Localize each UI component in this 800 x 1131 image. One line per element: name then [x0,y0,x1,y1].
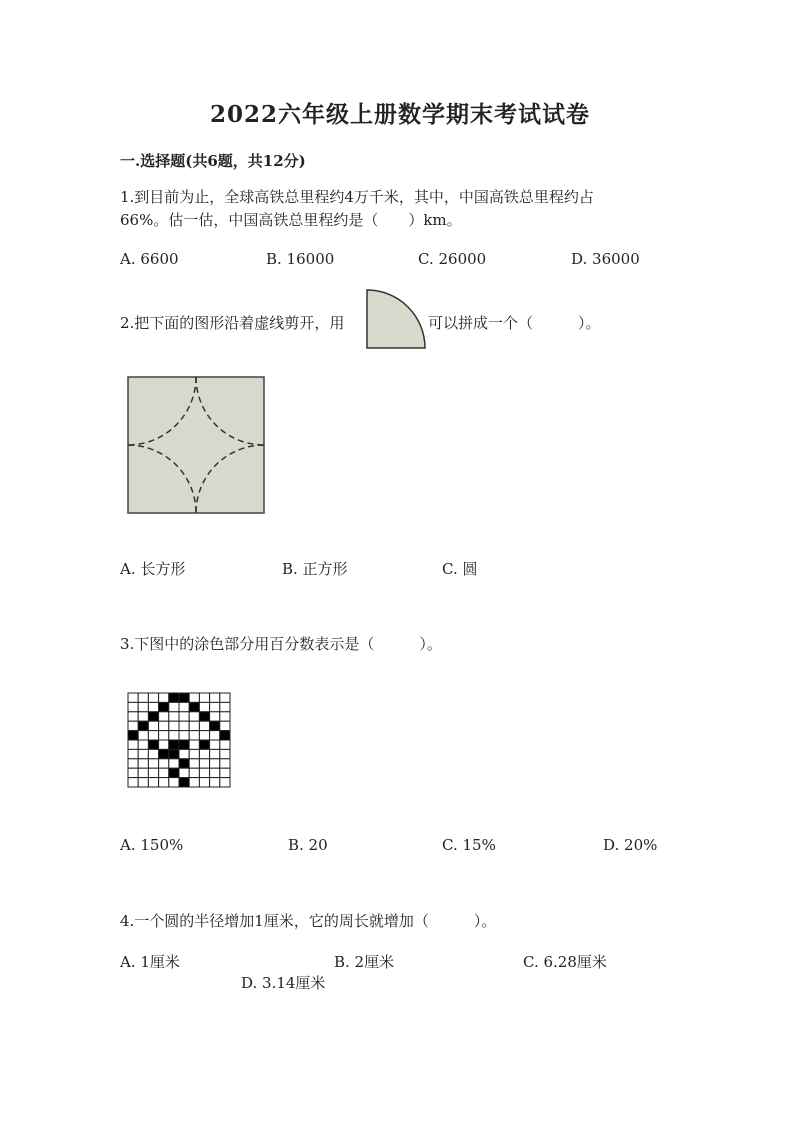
grid-cell [138,768,148,777]
grid-cell-shaded [138,721,148,730]
grid-cell [220,740,230,749]
grid-cell [189,768,199,777]
grid-cell-shaded [189,702,199,711]
grid-cell [138,702,148,711]
grid-cell [189,749,199,758]
grid-cell [189,778,199,787]
grid-cell-shaded [199,740,209,749]
question-2-option-a[interactable]: A. 长方形 [120,560,186,578]
grid-cell [189,731,199,740]
grid-cell [148,731,158,740]
grid-cell [199,721,209,730]
grid-cell [220,768,230,777]
grid-cell [189,693,199,702]
grid-cell [199,731,209,740]
grid-cell [199,759,209,768]
question-1-option-c[interactable]: C. 26000 [418,250,487,268]
grid-cell [159,759,169,768]
shaded-grid-figure [127,692,231,788]
grid-cell [189,712,199,721]
grid-cell [138,740,148,749]
grid-cell-shaded [159,749,169,758]
question-4-text: 4.一个圆的半径增加1厘米，它的周长就增加（ ）。 [120,912,497,930]
grid-cell [199,693,209,702]
question-2-option-c[interactable]: C. 圆 [442,560,478,578]
grid-cell [199,702,209,711]
grid-cell [128,778,138,787]
grid-cell [179,702,189,711]
grid-cell [128,702,138,711]
grid-cell-shaded [148,712,158,721]
grid-cell [159,693,169,702]
grid-cell [179,768,189,777]
grid-cell [220,778,230,787]
grid-cell-shaded [179,778,189,787]
grid-cell [210,768,220,777]
grid-cell [220,721,230,730]
grid-cell [169,721,179,730]
grid-cell-shaded [199,712,209,721]
question-4-option-a[interactable]: A. 1厘米 [120,953,180,971]
question-4-option-d[interactable]: D. 3.14厘米 [241,974,326,992]
quarter-circle-figure [364,288,428,352]
grid-cell [128,740,138,749]
question-3-text: 3.下图中的涂色部分用百分数表示是（ ）。 [120,635,442,653]
grid-cell [179,749,189,758]
grid-cell [138,693,148,702]
grid-cell [189,721,199,730]
grid-cell [220,712,230,721]
grid-cell [138,712,148,721]
grid-cell [128,768,138,777]
grid-cell [148,702,158,711]
question-1-line-2: 66%。估一估，中国高铁总里程约是（ ）km。 [120,211,462,229]
question-4-option-c[interactable]: C. 6.28厘米 [523,953,607,971]
grid-cell [169,778,179,787]
grid-cell [148,749,158,758]
grid-cell [159,740,169,749]
grid-cell [169,712,179,721]
grid-cell-shaded [148,740,158,749]
grid-cell [210,731,220,740]
question-2-text-before: 2.把下面的图形沿着虚线剪开，用 [120,314,345,332]
grid-cell [210,693,220,702]
grid-cell [189,759,199,768]
grid-cell [199,778,209,787]
grid-cell [199,768,209,777]
grid-cell-shaded [128,731,138,740]
grid-cell [138,778,148,787]
grid-cell [210,712,220,721]
grid-cell [148,778,158,787]
grid-cell [148,693,158,702]
grid-cell [128,749,138,758]
grid-cell [220,702,230,711]
grid-cell [220,749,230,758]
grid-cell-shaded [179,759,189,768]
grid-cell [148,759,158,768]
question-3-option-a[interactable]: A. 150% [120,836,184,854]
grid-cell [210,778,220,787]
grid-cell [199,749,209,758]
grid-cell-shaded [169,693,179,702]
grid-cell-shaded [179,693,189,702]
grid-cell [148,721,158,730]
grid-cell-shaded [210,721,220,730]
question-4-option-b[interactable]: B. 2厘米 [334,953,395,971]
grid-cell-shaded [169,749,179,758]
question-3-option-d[interactable]: D. 20% [603,836,658,854]
grid-cell [189,740,199,749]
grid-cell [159,731,169,740]
grid-cell [138,731,148,740]
grid-cell [179,712,189,721]
grid-cell [210,702,220,711]
grid-cell [169,702,179,711]
grid-cell [138,759,148,768]
grid-cell [169,759,179,768]
grid-cell [220,759,230,768]
grid-cell-shaded [169,740,179,749]
question-1-line-1: 1.到目前为止，全球高铁总里程约4万千米，其中，中国高铁总里程约占 [120,188,594,206]
grid-cell-shaded [169,768,179,777]
grid-cell [210,749,220,758]
grid-cell [159,768,169,777]
grid-cell-shaded [159,702,169,711]
grid-cell [159,721,169,730]
grid-cell-shaded [220,731,230,740]
grid-cell [210,759,220,768]
grid-cell [179,731,189,740]
grid-cell [148,768,158,777]
grid-cell [159,712,169,721]
grid-cell [169,731,179,740]
grid-cell [220,693,230,702]
page-title: 2022六年级上册数学期末考试试卷 [209,101,590,128]
question-3-option-c[interactable]: C. 15% [442,836,496,854]
question-1-option-a[interactable]: A. 6600 [120,250,179,268]
question-1-option-b[interactable]: B. 16000 [266,250,335,268]
square-dashed-cut-figure [127,376,267,515]
section-heading: 一.选择题(共6题，共12分) [120,152,306,170]
grid-cell [128,693,138,702]
grid-cell [210,740,220,749]
question-3-option-b[interactable]: B. 20 [288,836,328,854]
question-2-option-b[interactable]: B. 正方形 [282,560,348,578]
grid-cell [138,749,148,758]
grid-cell [128,712,138,721]
grid-cell [159,778,169,787]
grid-cell [128,721,138,730]
grid-cell [179,721,189,730]
question-1-option-d[interactable]: D. 36000 [571,250,640,268]
question-2-text-after: 可以拼成一个（ ）。 [428,314,601,332]
grid-cell-shaded [179,740,189,749]
grid-cell [128,759,138,768]
